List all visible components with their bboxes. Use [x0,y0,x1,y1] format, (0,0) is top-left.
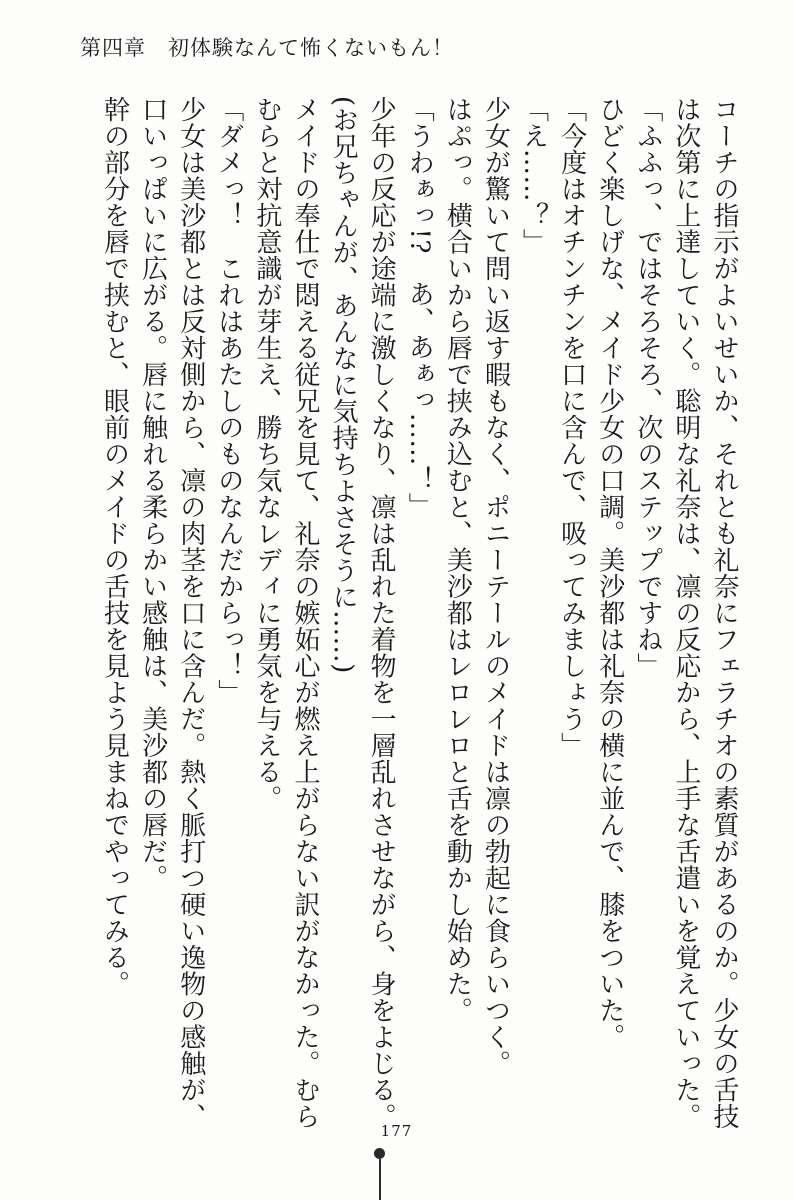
text-line: 幹の部分を唇で挟むと、眼前のメイドの舌技を見よう見まねでやってみる。 [99,96,130,997]
page-number: 177 [380,1122,413,1140]
text-line: 口いっぱいに広がる。唇に触れる柔らかい感触は、美沙都の唇だ。 [137,96,168,891]
body-text-vertical [95,96,743,1130]
text-line: むらと対抗意識が芽生え、勝ち気なレディに勇気を与える。 [251,96,282,812]
text-line: 「今度はオチンチンを口に含んで、吸ってみましょう」 [556,96,587,759]
thread-line [379,1159,381,1200]
text-line: (お兄ちゃんが、あんなに気持ちよさそうに……) [328,96,359,674]
text-line: コーチの指示がよいせいか、それとも礼奈にフェラチオの素質があるのか。少女の舌技 [709,96,739,1130]
text-line: 「うわぁっ!? あ、あぁっ……！」 [404,96,435,519]
running-head-chapter-title: 第四章 初体験なんて怖くないもん！ [80,36,454,60]
thread-bead-icon [374,1148,385,1159]
text-line: 「ダメっ！ これはあたしのものなんだからっ！」 [213,96,244,706]
text-line: 少女が驚いて問い返す暇もなく、ポニーテールのメイドは凛の勃起に食らいつく。 [480,96,511,1077]
text-line: メイドの奉仕で悶える従兄を見て、礼奈の嫉妬心が燃え上がらない訳がなかった。むら [289,96,320,1130]
text-line: ひどく楽しげな、メイド少女の口調。美沙都は礼奈の横に並んで、膝をついた。 [594,96,625,1050]
text-line: は次第に上達していく。聡明な礼奈は、凛の反応から、上手な舌遣いを覚えていった。 [670,96,701,1130]
text-line: 「ふふっ、ではそろそろ、次のステップですね」 [632,96,663,679]
text-line: 少年の反応が途端に激しくなり、凛は乱れた着物を一層乱れさせながら、身をよじる。 [366,96,397,1130]
text-line: 「え……？」 [518,96,549,255]
text-line: 少女は美沙都とは反対側から、凛の肉茎を口に含んだ。熱く脈打つ硬い逸物の感触が、 [175,96,206,1130]
text-line: はぷっ。横合いから唇で挟み込むと、美沙都はレロレロと舌を動かし始めた。 [442,96,473,1024]
bookmark-thread-decoration [374,1148,386,1200]
